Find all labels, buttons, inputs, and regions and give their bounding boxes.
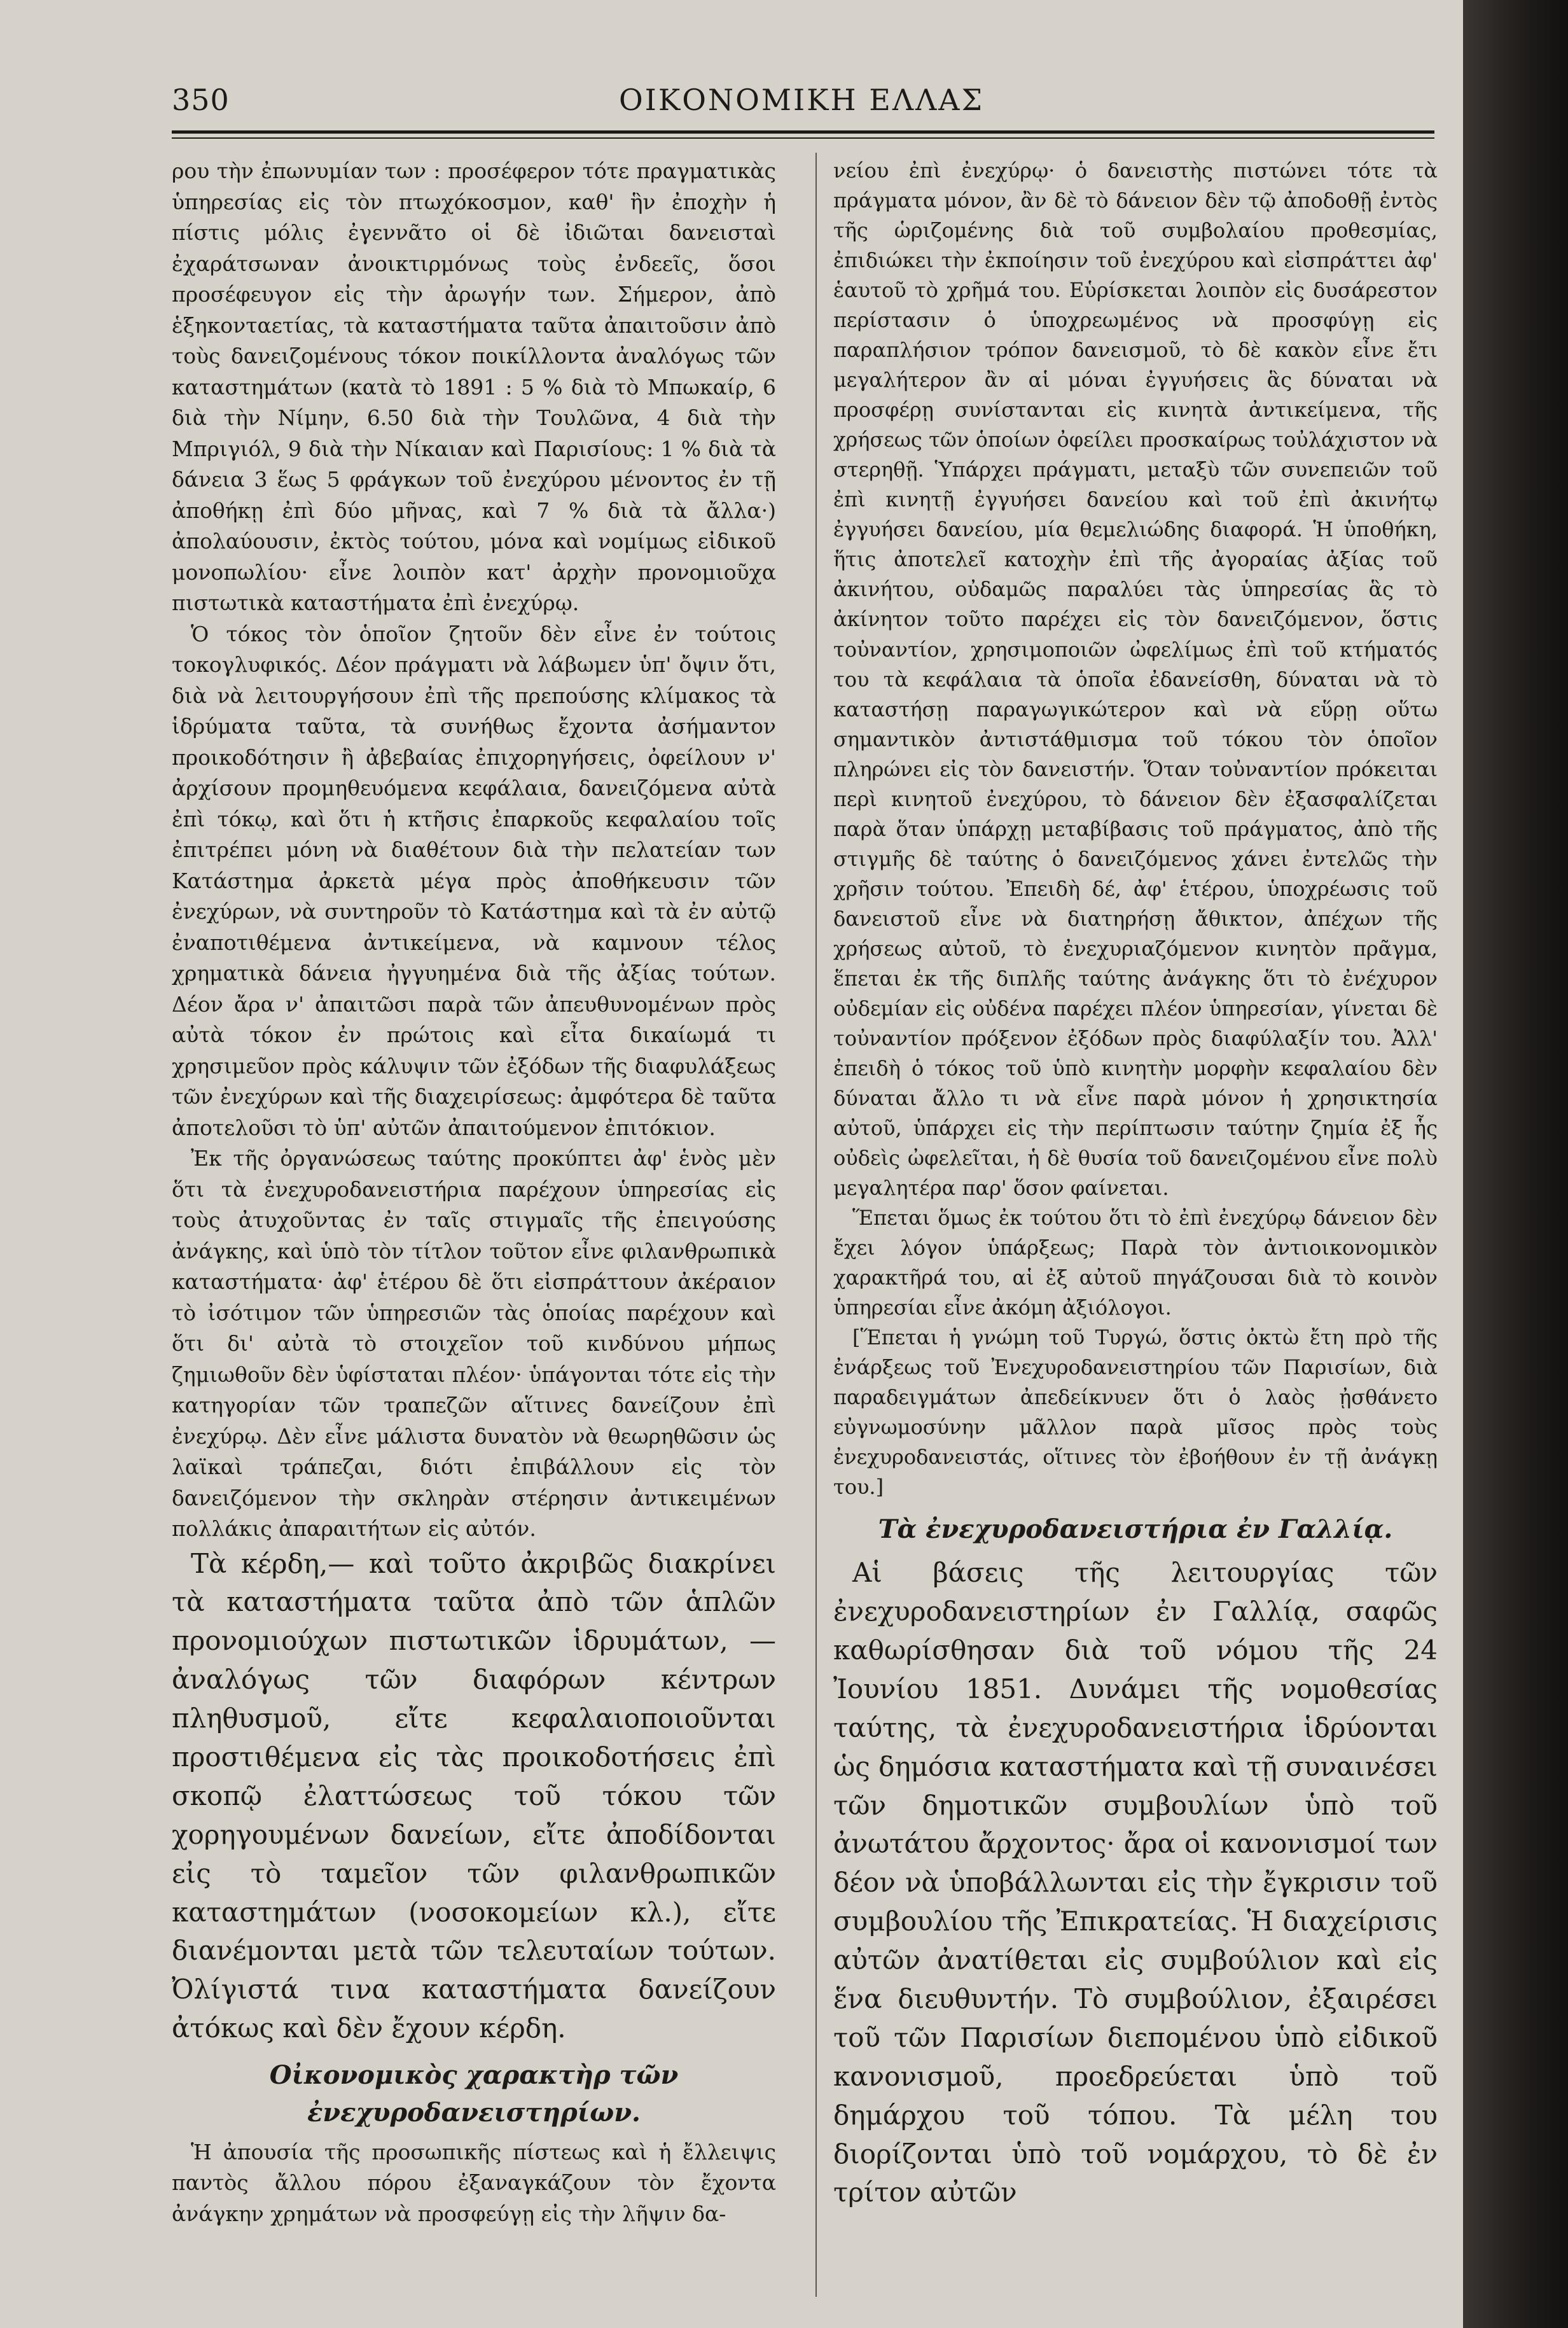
paragraph: νείου ἐπὶ ἐνεχύρῳ· ὁ δανειστὴς πιστώνει τότε τὰ πράγματα μόνον, ἂν δὲ τὸ δάνειον δὲν τῷ ἀποδοθῇ ἐντὸς τῆς ὡριζομένης διὰ τοῦ συμβολαίου προθεσμίας, ἐπιδιώκει τὴν ἐκποίησιν τοῦ ἐνεχύρου καὶ εἰσπράττει ἀφ' ἑαυτοῦ τὸ χρῆμά του. Εὑρίσκεται λοιπὸν εἰς δυσάρεστον περίστασιν ὁ ὑποχρεωμένος νὰ προσφύγῃ εἰς παραπλήσιον τρόπον δανεισμοῦ, τὸ δὲ κακὸν εἶνε ἔτι μεγαλήτερον ἂν αἱ μόναι ἐγγυήσεις ἃς δύναται νὰ προσφέρῃ συνίστανται εἰς κινητὰ ἀντικείμενα, τῆς χρήσεως τῶν ὁποίων ὀφείλει προσκαίρως τοὐλάχιστον νὰ στερηθῇ. Ὑπάρχει πράγματι, μεταξὺ τῶν συνεπειῶν τοῦ ἐπὶ κινητῇ ἐγγυήσει δανείου καὶ τοῦ ἐπὶ ἀκινήτῳ ἐγγυήσει δανείου, μία θεμελιώδης διαφορά. Ἡ ὑποθήκη, ἥτις ἀποτελεῖ κατοχὴν ἐπὶ τῆς ἀγοραίας ἀξίας τοῦ ἀκινήτου, οὐδαμῶς παραλύει τὰς ὑπηρεσίας ἃς τὸ ἀκίνητον τοῦτο παρέχει εἰς τὸν δανειζόμενον, ὅστις τοὐναντίον, χρησιμοποιῶν ὠφελίμως ἐπὶ τοῦ κτήματός του τὰ κεφάλαια τὰ ὁποῖα ἐδανείσθη, δύναται νὰ τὸ καταστήσῃ παραγωγικώτερον καὶ νὰ εὕρῃ οὕτω σημαντικὸν ἀντιστάθμισμα τοῦ τόκου τὸν ὁποῖον πληρώνει εἰς τὸν δανειστήν. Ὅταν τοὐναντίον πρόκειται περὶ κινητοῦ ἐνεχύρου, τὸ δάνειον δὲν ἐξασφαλίζεται παρὰ ὅταν ὑπάρχῃ μεταβίβασις τοῦ πράγματος, ἀπὸ τῆς στιγμῆς δὲ ταύτης ὁ δανειζόμενος χάνει ἐντελῶς τὴν χρῆσιν τούτου. Ἐπειδὴ δέ, ἀφ' ἑτέρου, ὑποχρέωσις τοῦ δανειστοῦ εἶνε νὰ διατηρήσῃ ἄθικτον, ἀπέχων τῆς χρήσεως αὐτοῦ, τὸ ἐνεχυριαζόμενον κινητὸν πρᾶγμα, ἕπεται ἐκ τῆς διπλῆς ταύτης ἀνάγκης ὅτι τὸ ἐνέχυρον οὐδεμίαν εἰς οὐδένα παρέχει πλέον ὑπηρεσίαν, γίνεται δὲ τοὐναντίον πρόξενον ἐξόδων πρὸς διαφύλαξίν του. Ἀλλ' ἐπειδὴ ὁ τόκος τοῦ ὑπὸ κινητὴν μορφὴν κεφαλαίου δὲν δύναται ἄλλο τι νὰ εἶνε παρὰ μόνον ἡ χρησικτησία αὐτοῦ, ὑπάρχει εἰς τὴν περίπτωσιν ταύτην ζημία ἐξ ἧς οὐδεὶς ὠφελεῖται, ἡ δὲ θυσία τοῦ δανειζομένου εἶνε πολὺ μεγαλητέρα παρ' ὅσον φαίνεται. xyxy=(833,158,1438,1201)
paragraph: Τὰ κέρδη,— καὶ τοῦτο ἀκριβῶς διακρίνει τὰ καταστήματα ταῦτα ἀπὸ τῶν ἁπλῶν προνομιούχων πιστωτικῶν ἱδρυμάτων, — ἀναλόγως τῶν διαφόρων κέντρων πληθυσμοῦ, εἴτε κεφαλαιοποιοῦνται προστιθέμενα εἰς τὰς προικοδοτήσεις ἐπὶ σκοπῷ ἐλαττώσεως τοῦ τόκου τῶν χορηγουμένων δανείων, εἴτε ἀποδίδονται εἰς τὸ ταμεῖον τῶν φιλανθρωπικῶν καταστημάτων (νοσοκομείων κλ.), εἴτε διανέμονται μετὰ τῶν τελευταίων τούτων. Ὀλίγιστά τινα καταστήματα δανείζουν ἀτόκως καὶ δὲν ἔχουν κέρδη. xyxy=(172,1547,776,2044)
right-column xyxy=(833,156,1438,2212)
section-heading: Οἰκονομικὸς χαρακτὴρ τῶν ἐνεχυροδανειστηρίων. xyxy=(269,2060,679,2128)
paragraph: ρου τὴν ἐπωνυμίαν των : προσέφερον τότε πραγματικὰς ὑπηρεσίας εἰς τὸν πτωχόκοσμον, καθ' ἣν ἐποχὴν ἡ πίστις μόλις ἐγεννᾶτο οἱ δὲ ἰδιῶται δανεισταὶ ἐχαράτσωναν ἀνοικτιρμόνως τοὺς ἐνδεεῖς, ὅσοι προσέφευγον εἰς τὴν ἀρωγήν των. Σήμερον, ἀπὸ ἑξηκονταετίας, τὰ καταστήματα ταῦτα ἀπαιτοῦσιν ἀπὸ τοὺς δανειζομένους τόκον ποικίλλοντα ἀναλόγως τῶν καταστημάτων (κατὰ τὸ 1891 : 5 % διὰ τὸ Μπωκαίρ, 6 διὰ τὴν Νίμην, 6.50 διὰ τὴν Τουλῶνα, 4 διὰ τὴν Μπριγιόλ, 9 διὰ τὴν Νίκαιαν καὶ Παρισίους: 1 % διὰ τὰ δάνεια 3 ἕως 5 φράγκων τοῦ ἐνεχύρου μένοντος ἐν τῇ ἀποθήκῃ ἐπὶ δύο μῆνας, καὶ 7 % διὰ τὰ ἄλλα·) ἀπολαύουσιν, ἐκτὸς τούτου, μόνα καὶ νομίμως εἰδικοῦ μονοπωλίου· εἶνε λοιπὸν κατ' ἀρχὴν προνομιοῦχα πιστωτικὰ καταστήματα ἐπὶ ἐνεχύρῳ. xyxy=(172,158,776,615)
paragraph: Αἱ βάσεις τῆς λειτουργίας τῶν ἐνεχυροδανειστηρίων ἐν Γαλλίᾳ, σαφῶς καθωρίσθησαν διὰ τοῦ νόμου τῆς 24 Ἰουνίου 1851. Δυνάμει τῆς νομοθεσίας ταύτης, τὰ ἐνεχυροδανειστήρια ἱδρύονται ὡς δημόσια καταστήματα καὶ τῇ συναινέσει τῶν δημοτικῶν συμβουλίων ὑπὸ τοῦ ἀνωτάτου ἄρχοντος· ἄρα οἱ κανονισμοί των δέον νὰ ὑποβάλλωνται εἰς τὴν ἔγκρισιν τοῦ συμβουλίου τῆς Ἐπικρατείας. Ἡ διαχείρισις αὐτῶν ἀνατίθεται εἰς συμβούλιον καὶ εἰς ἕνα διευθυντήν. Τὸ συμβούλιον, ἐξαιρέσει τοῦ τῶν Παρισίων διεπομένου ὑπὸ εἰδικοῦ κανονισμοῦ, προεδρεύεται ὑπὸ τοῦ δημάρχου τοῦ τόπου. Τὰ μέλη του διορίζονται ὑπὸ τοῦ νομάρχου, τὸ δὲ ἐν τρίτον αὐτῶν xyxy=(833,1557,1438,2208)
running-title: ΟΙΚΟΝΟΜΙΚΗ ΕΛΛΑΣ xyxy=(618,83,985,117)
paragraph: [Ἕπεται ἡ γνώμη τοῦ Τυργώ, ὅστις ὀκτὼ ἔτη πρὸ τῆς ἐνάρξεως τοῦ Ἐνεχυροδανειστηρίου τῶν Παρισίων, διὰ παραδειγμάτων ἀπεδείκνυεν ὅτι ὁ λαὸς ᾐσθάνετο εὐγνωμοσύνην μᾶλλον παρὰ μῖσος πρὸς τοὺς ἐνεχυροδανειστάς, οἵτινες τὸν ἐβοήθουν ἐν τῇ ἀνάγκῃ του.] xyxy=(833,1325,1438,1500)
header-rule-thin xyxy=(172,137,1434,139)
section-heading: Τὰ ἐνεχυροδανειστήρια ἐν Γαλλίᾳ. xyxy=(878,1514,1393,1545)
column-divider xyxy=(815,153,817,2297)
left-column xyxy=(172,156,776,2229)
book-spine-shadow xyxy=(1463,0,1568,2328)
page-number: 350 xyxy=(172,83,230,117)
paragraph: Ἐκ τῆς ὀργανώσεως ταύτης προκύπτει ἀφ' ἑνὸς μὲν ὅτι τὰ ἐνεχυροδανειστήρια παρέχουν ὑπηρεσίας εἰς τοὺς ἀτυχοῦντας ἐν ταῖς στιγμαῖς τῆς ἐπειγούσης ἀνάγκης, καὶ ὑπὸ τὸν τίτλον τοῦτον εἶνε φιλανθρωπικὰ καταστήματα· ἀφ' ἑτέρου δὲ ὅτι εἰσπράττουν ἀκέραιον τὸ ἰσότιμον τῶν ὑπηρεσιῶν τὰς ὁποίας παρέχουν καὶ ὅτι δι' αὐτὰ τὸ στοιχεῖον τοῦ κινδύνου μήπως ζημιωθοῦν δὲν ὑφίσταται πλέον· ὑπάγονται τότε εἰς τὴν κατηγορίαν τῶν τραπεζῶν αἵτινες δανείζουν ἐπὶ ἐνεχύρῳ. Δὲν εἶνε μάλιστα δυνατὸν νὰ θεωρηθῶσιν ὡς λαϊκαὶ τράπεζαι, διότι ἐπιβάλλουν εἰς τὸν δανειζόμενον τὴν σκληρὰν στέρησιν ἀντικειμένων πολλάκις ἀπαραιτήτων εἰς αὐτόν. xyxy=(172,1146,776,1541)
paragraph: Ὁ τόκος τὸν ὁποῖον ζητοῦν δὲν εἶνε ἐν τούτοις τοκογλυφικός. Δέον πράγματι νὰ λάβωμεν ὑπ' ὄψιν ὅτι, διὰ νὰ λειτουργήσουν ἐπὶ τῆς πρεπούσης κλίμακος τὰ ἱδρύματα ταῦτα, τὰ συνήθως ἔχοντα ἀσήμαντον προικοδότησιν ἢ ἀβεβαίας ἐπιχορηγήσεις, ὀφείλουν ν' ἀρχίσουν προμηθευόμενα κεφάλαια, δανειζόμενα αὐτὰ ἐπὶ τόκῳ, καὶ ὅτι ἡ κτῆσις ἐπαρκοῦς κεφαλαίου τοῖς ἐπιτρέπει μόνη νὰ διαθέτουν διὰ τὴν πελατείαν των Κατάστημα ἀρκετὰ μέγα πρὸς ἀποθήκευσιν τῶν ἐνεχύρων, νὰ συντηροῦν τὸ Κατάστημα καὶ τὰ ἐν αὐτῷ ἐναποτιθέμενα ἀντικείμενα, νὰ καμνουν τέλος χρηματικὰ δάνεια ἠγγυημένα διὰ τῆς ἀξίας τούτων. Δέον ἄρα ν' ἀπαιτῶσι παρὰ τῶν ἀπευθυνομένων πρὸς αὐτὰ τόκον ἐν πρώτοις καὶ εἶτα δικαίωμά τι χρησιμεῦον πρὸς κάλυψιν τῶν ἐξόδων τῆς διαφυλάξεως τῶν ἐνεχύρων καὶ τῆς διαχειρίσεως: ἀμφότερα δὲ ταῦτα ἀποτελοῦσι τὸ ὑπ' αὐτῶν ἀπαιτούμενον ἐπιτόκιον. xyxy=(172,621,776,1140)
paragraph: Ἕπεται ὅμως ἐκ τούτου ὅτι τὸ ἐπὶ ἐνεχύρῳ δάνειον δὲν ἔχει λόγον ὑπάρξεως; Παρὰ τὸν ἀντιοικονομικὸν χαρακτῆρά του, αἱ ἐξ αὐτοῦ πηγάζουσαι διὰ τὸ κοινὸν ὑπηρεσίαι εἶνε ἀκόμη ἀξιόλογοι. xyxy=(833,1206,1438,1320)
header-rule xyxy=(172,130,1434,134)
paragraph: Ἡ ἀπουσία τῆς προσωπικῆς πίστεως καὶ ἡ ἔλλειψις παντὸς ἄλλου πόρου ἐξαναγκάζουν τὸν ἔχοντα ἀνάγκην χρημάτων νὰ προσφεύγῃ εἰς τὴν λῆψιν δα- xyxy=(172,2139,776,2226)
